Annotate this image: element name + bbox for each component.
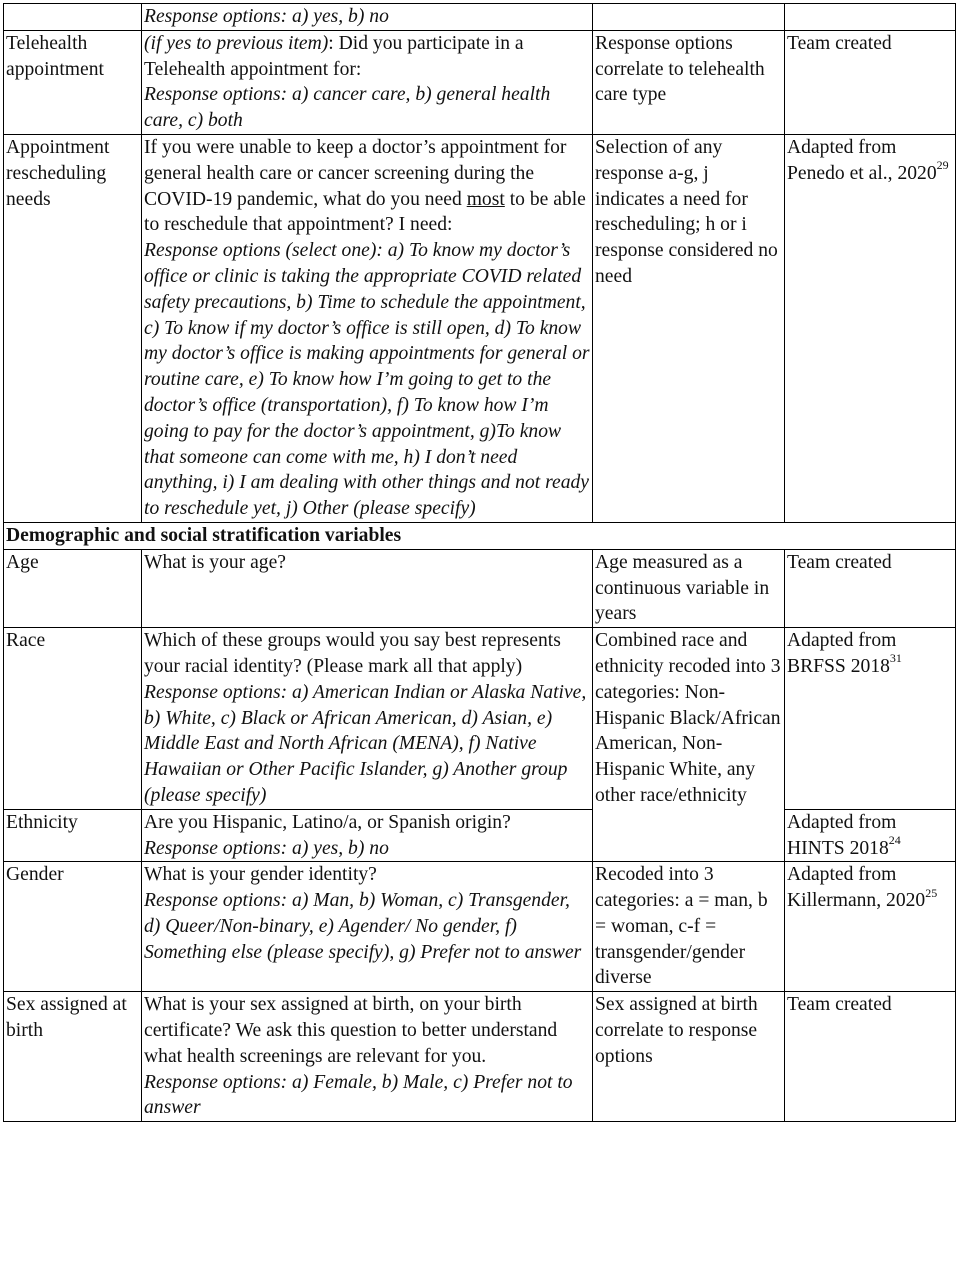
- source-text: Adapted from HINTS 2018: [787, 811, 897, 859]
- variable-cell: Ethnicity: [4, 809, 142, 862]
- source-cell: Team created: [785, 992, 956, 1122]
- table-row: [4, 4, 956, 31]
- section-row: [4, 522, 956, 549]
- coding-cell: Age measured as a continuous variable in years: [593, 549, 785, 627]
- coding-cell: Combined race and ethnicity recoded into 3 categories: Non-Hispanic Black/African American, Non-Hispanic White, any other race/ethnicity: [593, 628, 785, 862]
- source-cell: [785, 809, 956, 862]
- response-options: Response options: a) Female, b) Male, c) Prefer not to answer: [144, 1071, 573, 1119]
- table-row: [4, 30, 956, 134]
- question-text: Which of these groups would you say best represents your racial identity? (Please mark all that apply): [144, 630, 561, 677]
- measures-table: [3, 3, 956, 1122]
- source-cell: Team created: [785, 30, 956, 134]
- question-text-b: to be able to reschedule that appointment? I need:: [144, 188, 586, 236]
- question-text: What is your gender identity?: [144, 864, 377, 886]
- source-cell: Team created: [785, 549, 956, 627]
- response-options: Response options: a) Man, b) Woman, c) Transgender, d) Queer/Non-binary, e) Agender/ No gender, f) Something else (please specify), g) Prefer not to answer: [144, 890, 582, 963]
- coding-cell: Selection of any response a-g, j indicates a need for rescheduling; h or i response considered no need: [593, 134, 785, 522]
- variable-cell: Telehealth appointment: [4, 30, 142, 134]
- coding-cell: [593, 4, 785, 31]
- variable-cell: Age: [4, 549, 142, 627]
- coding-cell: Sex assigned at birth correlate to response options: [593, 992, 785, 1122]
- table-row: [4, 134, 956, 522]
- response-options: Response options: a) American Indian or Alaska Native, b) White, c) Black or African American, d) Asian, e) Middle East and North African (MENA), f) Native Hawaiian or Other Pacific Islander, g) Another group (please specify): [144, 681, 587, 806]
- question-text: : Did you participate in a Telehealth appointment for:: [144, 32, 524, 80]
- question-cell: [142, 992, 593, 1122]
- table-row: [4, 628, 956, 810]
- source-cell: [785, 4, 956, 31]
- source-text: Adapted from Penedo et al., 2020: [787, 136, 937, 184]
- reference-number: 29: [936, 158, 949, 173]
- question-cell: [142, 628, 593, 810]
- question-cell: What is your age?: [142, 549, 593, 627]
- source-cell: [785, 862, 956, 992]
- response-options: Response options: a) cancer care, b) general health care, c) both: [144, 84, 551, 132]
- source-text: Adapted from BRFSS 2018: [787, 630, 897, 677]
- response-options: Response options (select one): a) To know my doctor’s office or clinic is taking the appropriate COVID related safety precautions, b) Time to schedule the appointment, c) To know if my doctor’s office is still open, d) To know my doctor’s office is making appointments for general or routine care, e) To know how I’m going to get to the doctor’s office (transportation), f) To know how I’m going to pay for the doctor’s appointment, g)To know that someone can come with me, h) I don’t need anything, i) I am dealing with other things and not ready to reschedule yet, j) Other (please specify): [144, 240, 590, 520]
- variable-cell: Appointment rescheduling needs: [4, 134, 142, 522]
- question-text: Are you Hispanic, Latino/a, or Spanish origin?: [144, 811, 511, 833]
- table-row: [4, 549, 956, 627]
- variable-cell: Gender: [4, 862, 142, 992]
- source-cell: [785, 134, 956, 522]
- source-text: Adapted from Killermann, 2020: [787, 864, 926, 912]
- reference-number: 25: [925, 885, 938, 900]
- question-cell: [142, 4, 593, 31]
- question-cell: [142, 134, 593, 522]
- coding-cell: Recoded into 3 categories: a = man, b = woman, c-f = transgender/gender diverse: [593, 862, 785, 992]
- response-options: Response options: a) yes, b) no: [144, 6, 389, 27]
- table-row: [4, 862, 956, 992]
- question-cell: [142, 809, 593, 862]
- table-row: [4, 809, 956, 862]
- source-cell: [785, 628, 956, 810]
- question-prefix: (if yes to previous item): [144, 32, 329, 54]
- variable-cell: Sex assigned at birth: [4, 992, 142, 1122]
- variable-cell: [4, 4, 142, 31]
- question-text: What is your sex assigned at birth, on your birth certificate? We ask this question to better understand what health screenings are relevant for you.: [144, 994, 558, 1067]
- response-options: Response options: a) yes, b) no: [144, 837, 389, 859]
- question-text-a: If you were unable to keep a doctor’s appointment for general health care or cancer screening during the COVID-19 pandemic, what do you need: [144, 136, 567, 210]
- reference-number: 24: [888, 832, 901, 847]
- document-page: [3, 3, 953, 1122]
- question-cell: [142, 862, 593, 992]
- variable-cell: Race: [4, 628, 142, 810]
- question-cell: [142, 30, 593, 134]
- coding-cell: Response options correlate to telehealth care type: [593, 30, 785, 134]
- section-heading: Demographic and social stratification variables: [4, 522, 956, 549]
- reference-number: 31: [889, 651, 902, 666]
- table-row: [4, 992, 956, 1122]
- question-emphasis: most: [466, 188, 505, 210]
